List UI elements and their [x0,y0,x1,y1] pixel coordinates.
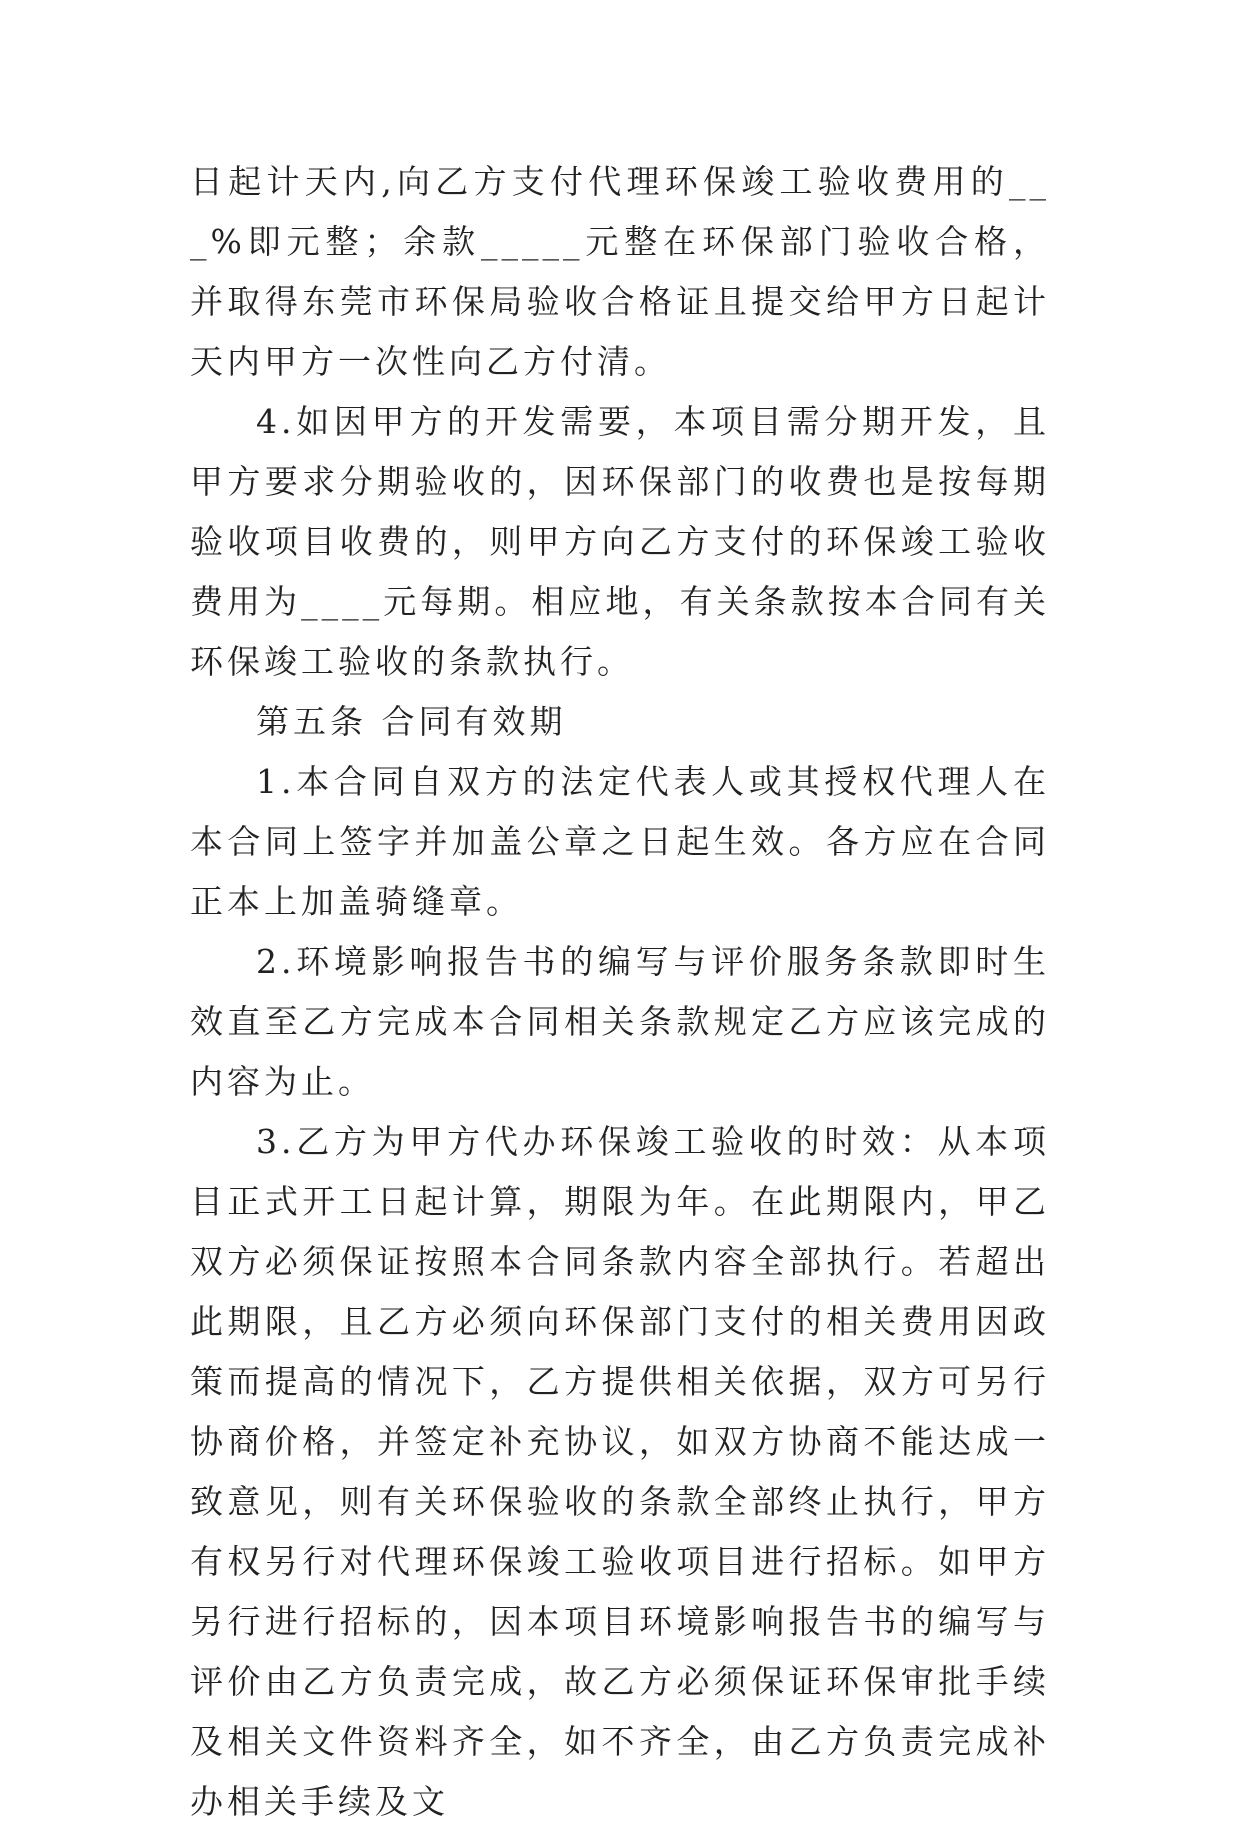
paragraph-article-5-clause-3: 3.乙方为甲方代办环保竣工验收的时效：从本项目正式开工日起计算，期限为年。在此期限内，甲乙双方必须保证按照本合同条款内容全部执行。若超出此期限，且乙方必须向环保部门支付的相关费用因政策而提高的情况下，乙方提供相关依据，双方可另行协商价格，并签定补充协议，如双方协商不能达成一致意见，则有关环保验收的条款全部终止执行，甲方有权另行对代理环保竣工验收项目进行招标。如甲方另行进行招标的，因本项目环境影响报告书的编写与评价由乙方负责完成，故乙方必须保证环保审批手续及相关文件资料齐全，如不齐全，由乙方负责完成补办相关手续及文 [190,1122,1050,1821]
section-heading-article-5: 第五条 合同有效期 [256,702,567,741]
paragraph-article-5-clause-1: 1.本合同自双方的法定代表人或其授权代理人在本合同上签字并加盖公章之日起生效。各方应在合同正本上加盖骑缝章。 [190,762,1050,921]
paragraph-payment-terms: 日起计天内,向乙方支付代理环保竣工验收费用的___%即元整；余款_____元整在环保部门验收合格，并取得东莞市环保局验收合格证且提交给甲方日起计天内甲方一次性向乙方付清。 [190,162,1050,381]
paragraph-clause-4: 4.如因甲方的开发需要，本项目需分期开发，且甲方要求分期验收的，因环保部门的收费也是按每期验收项目收费的，则甲方向乙方支付的环保竣工验收费用为____元每期。相应地，有关条款按本合同有关环保竣工验收的条款执行。 [190,402,1050,681]
paragraph-article-5-clause-2: 2.环境影响报告书的编写与评价服务条款即时生效直至乙方完成本合同相关条款规定乙方应该完成的内容为止。 [190,942,1050,1101]
document-body [190,152,1050,1832]
